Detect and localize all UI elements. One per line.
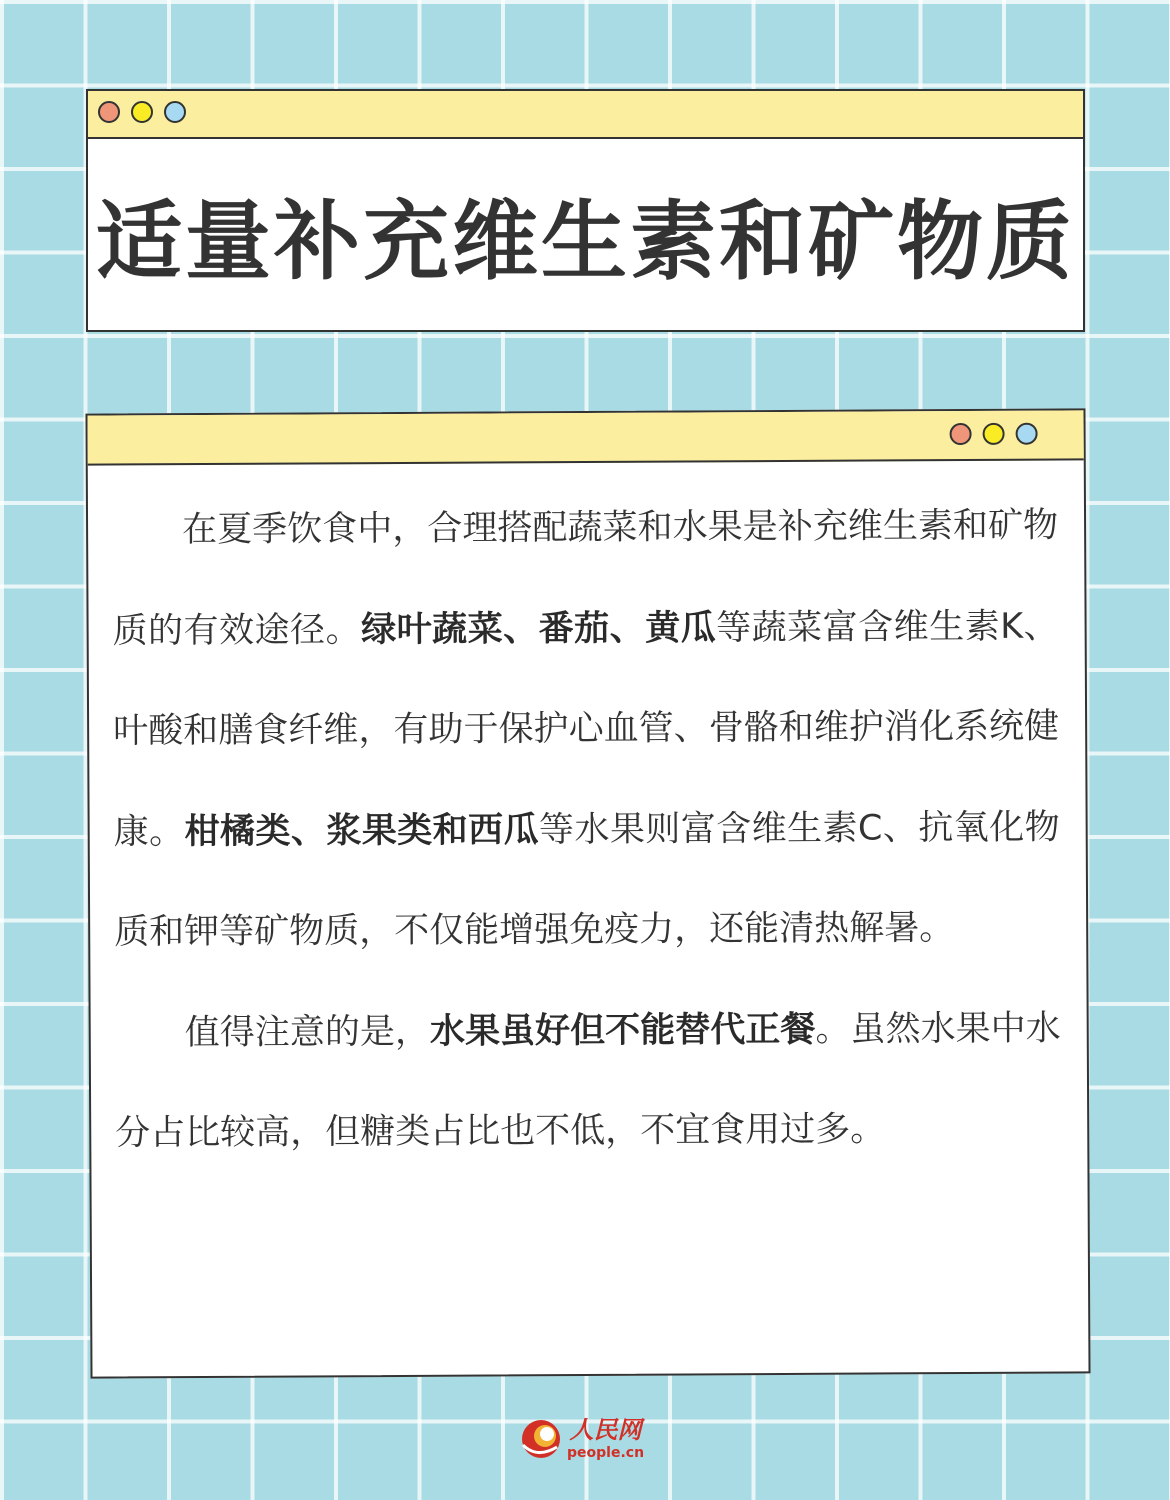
red-dot-icon	[98, 101, 120, 123]
window-dots	[950, 423, 1038, 445]
text-run: 等蔬菜富含维生素K、叶酸和膳食纤维，有助于保护心血管、骨骼和维护消化系统健康。	[113, 606, 1060, 852]
blue-dot-icon	[164, 101, 186, 123]
title-window	[86, 89, 1085, 332]
brand-name-en: people.cn	[567, 1445, 645, 1461]
paragraph-1	[112, 476, 1061, 983]
text-run: 等水果则富含维生素C、抗氧化物质和钾等矿物质，不仅能增强免疫力，还能清热解暑。	[114, 807, 1060, 953]
people-daily-logo-icon	[517, 1415, 563, 1461]
highlight-warning: 水果虽好但不能替代正餐	[429, 1009, 816, 1052]
brand-name-cn: 人民网	[569, 1415, 642, 1444]
highlight-vegetables: 绿叶蔬菜、番茄、黄瓜	[361, 607, 717, 650]
yellow-dot-icon	[983, 423, 1005, 445]
window-dots	[98, 101, 186, 123]
logo-text	[567, 1415, 644, 1461]
page-title: 适量补充维生素和矿物质	[96, 191, 1075, 292]
text-run: 在夏季饮食中，合理搭配蔬菜和水果是补充维生素和矿物质的有效途径。	[112, 505, 1059, 651]
highlight-fruits: 柑橘类、浆果类和西瓜	[184, 809, 540, 852]
footer-logo	[517, 1415, 644, 1461]
title-window-bar	[88, 91, 1083, 139]
text-run: 。虽然水果中水分占比较高，但糖类占比也不低，不宜食用过多。	[115, 1008, 1061, 1154]
paragraph-2	[114, 978, 1061, 1184]
red-dot-icon	[950, 423, 972, 445]
text-run: 值得注意的是，	[184, 1011, 431, 1053]
content-window-bar	[87, 410, 1083, 465]
yellow-dot-icon	[131, 101, 153, 123]
article-body	[112, 476, 1062, 1184]
content-window	[85, 408, 1090, 1378]
blue-dot-icon	[1016, 423, 1038, 445]
